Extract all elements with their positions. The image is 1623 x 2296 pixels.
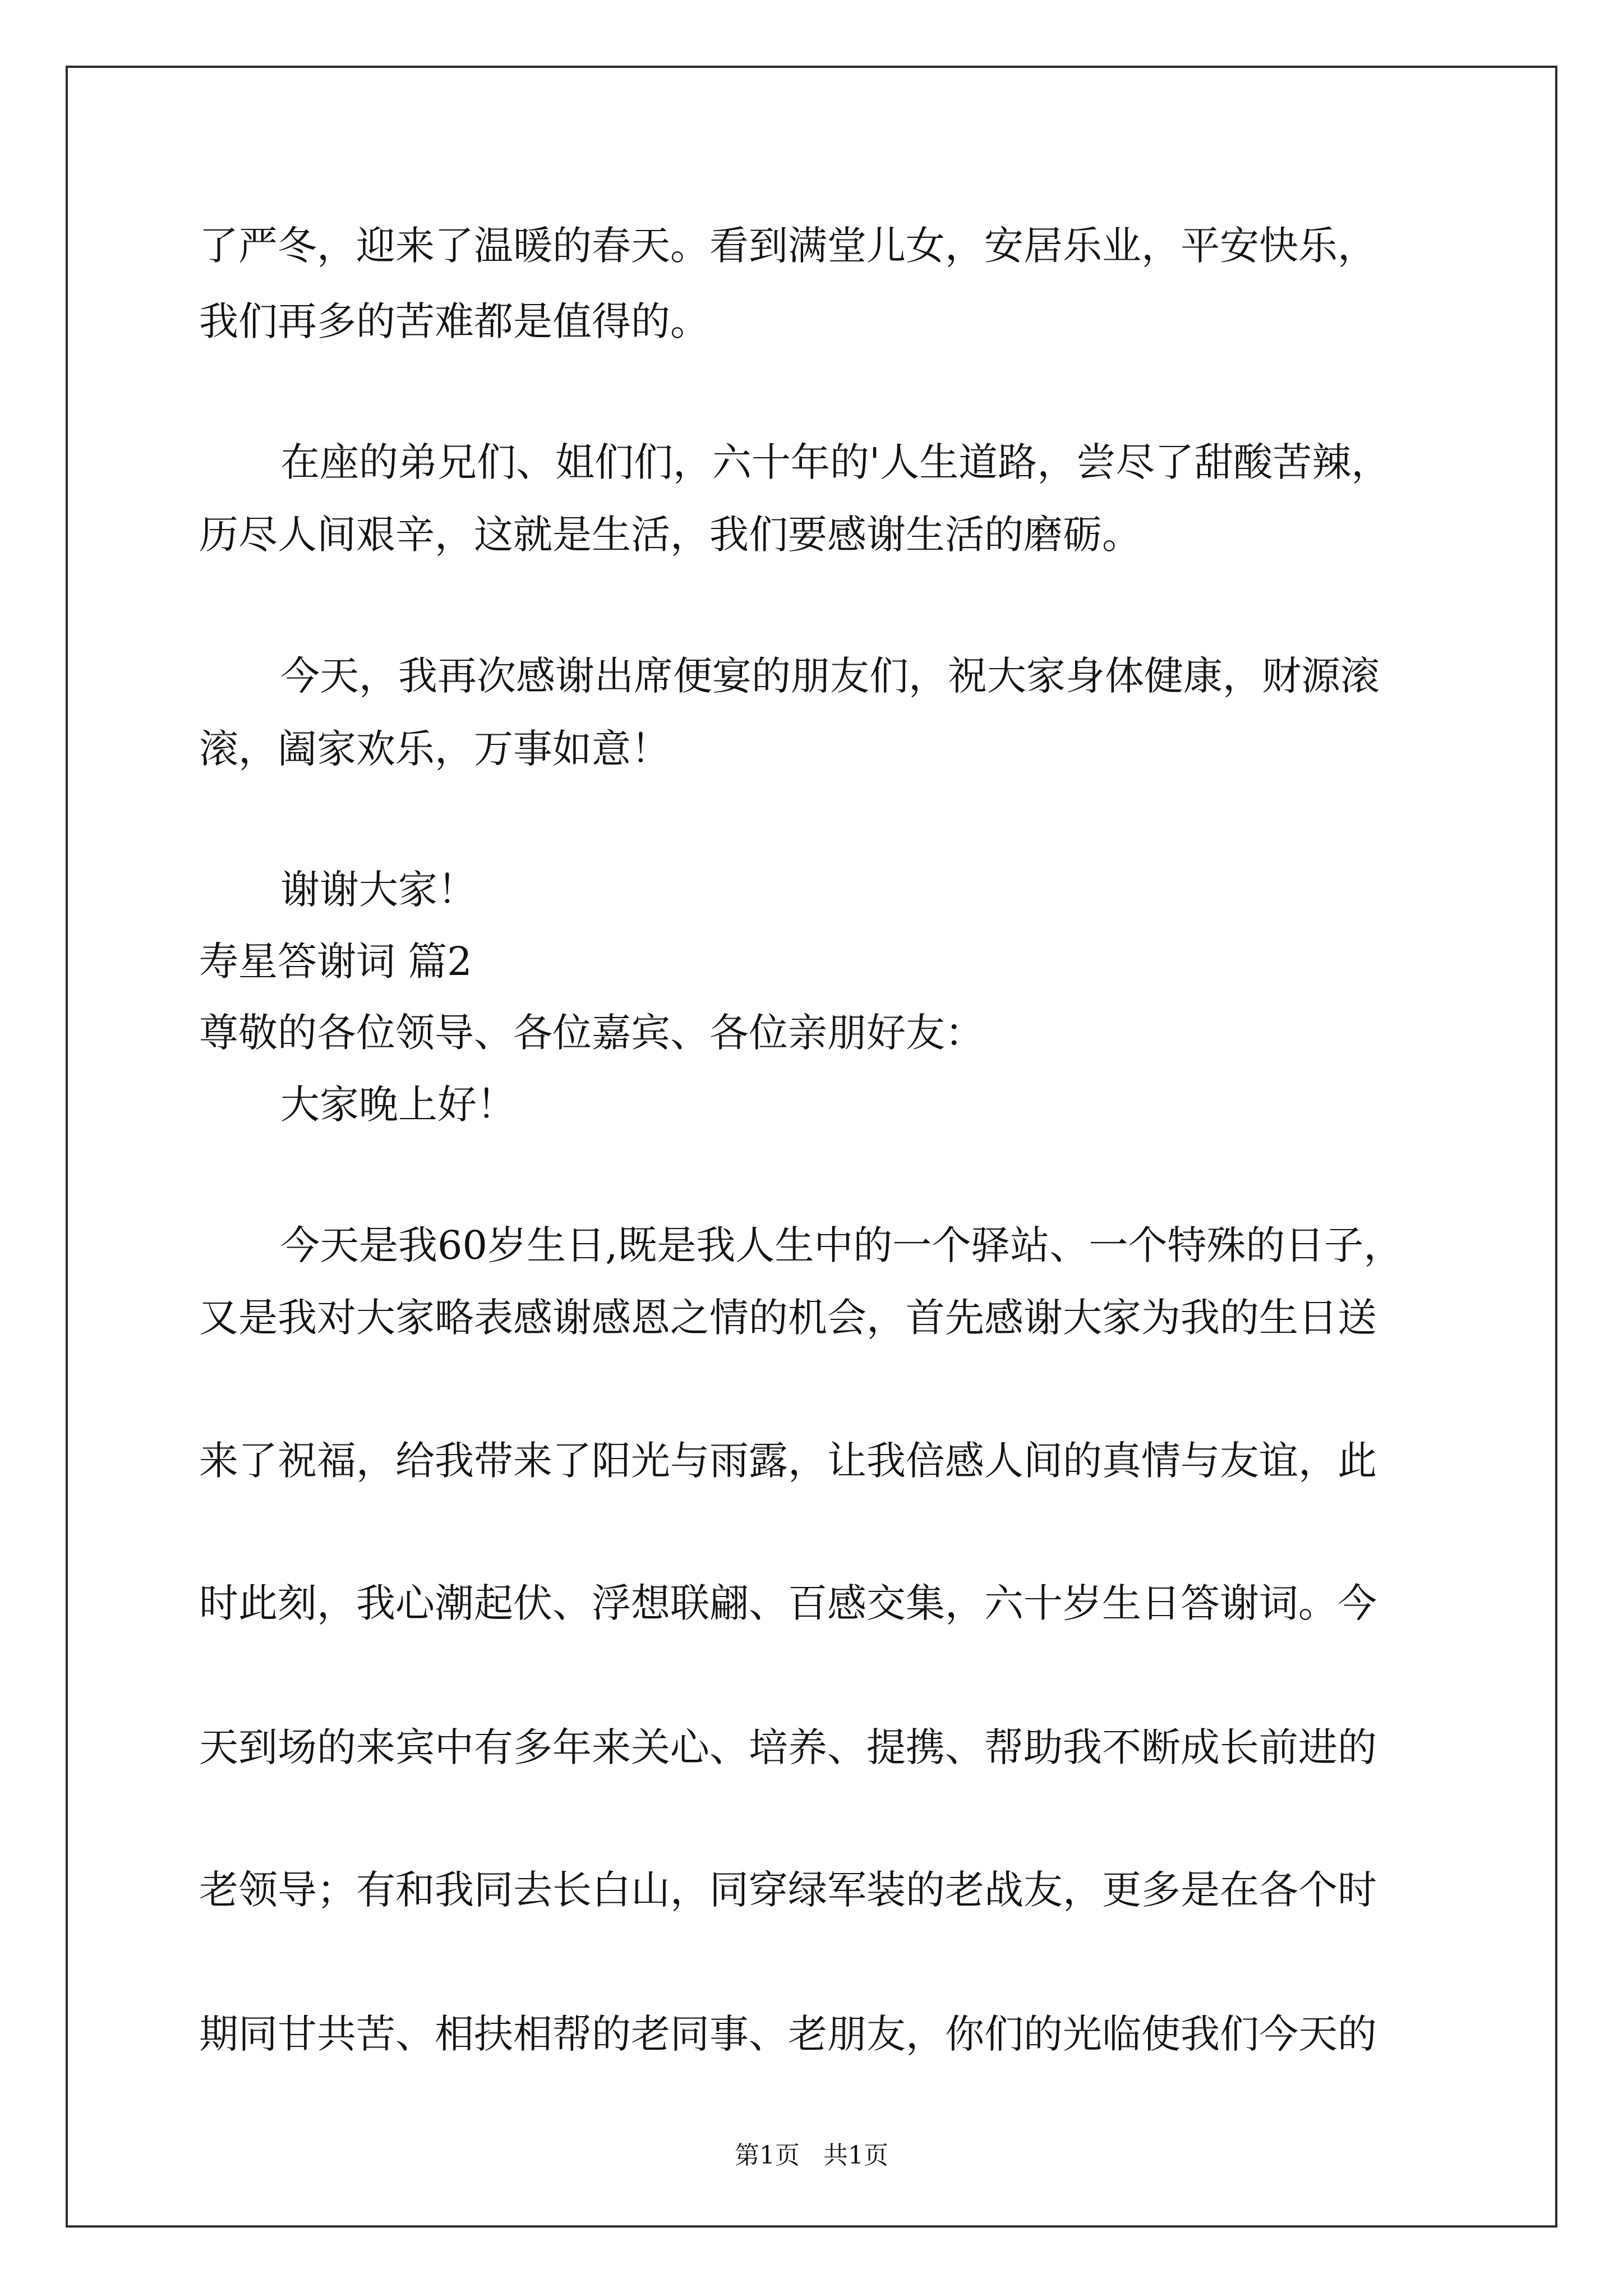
text-line-4: 历尽人间艰辛，这就是生活，我们要感谢生活的磨砺。 bbox=[199, 512, 1141, 558]
page-footer: 第1页 共1页 bbox=[735, 2141, 888, 2170]
text-line-11: 今天是我60岁生日,既是我人生中的一个驿站、一个特殊的日子， bbox=[280, 1222, 1403, 1268]
text-line-2: 我们再多的苦难都是值得的。 bbox=[199, 298, 709, 344]
text-line-6: 滚，阖家欢乐，万事如意！ bbox=[199, 726, 670, 772]
text-line-15: 天到场的来宾中有多年来关心、培养、提携、帮助我不断成长前进的 bbox=[199, 1724, 1377, 1770]
text-line-14: 时此刻，我心潮起伏、浮想联翩、百感交集，六十岁生日答谢词。今 bbox=[199, 1580, 1377, 1626]
section-heading: 寿星答谢词 篇2 bbox=[199, 938, 472, 984]
text-line-16: 老领导；有和我同去长白山，同穿绿军装的老战友，更多是在各个时 bbox=[199, 1867, 1377, 1913]
text-line-5: 今天，我再次感谢出席便宴的朋友们，祝大家身体健康，财源滚 bbox=[280, 653, 1380, 699]
text-line-9: 尊敬的各位领导、各位嘉宾、各位亲朋好友： bbox=[199, 1010, 984, 1056]
text-line-10: 大家晚上好！ bbox=[280, 1082, 516, 1128]
text-line-17: 期同甘共苦、相扶相帮的老同事、老朋友，你们的光临使我们今天的 bbox=[199, 2011, 1377, 2057]
text-line-13: 来了祝福，给我带来了阳光与雨露，让我倍感人间的真情与友谊，此 bbox=[199, 1438, 1377, 1484]
text-line-12: 又是我对大家略表感谢感恩之情的机会，首先感谢大家为我的生日送 bbox=[199, 1295, 1377, 1341]
text-line-7: 谢谢大家！ bbox=[280, 867, 477, 913]
text-line-1: 了严冬，迎来了温暖的春天。看到满堂儿女，安居乐业，平安快乐， bbox=[199, 223, 1377, 269]
text-line-3: 在座的弟兄们、姐们们，六十年的'人生道路，尝尽了甜酸苦辣， bbox=[280, 439, 1391, 485]
